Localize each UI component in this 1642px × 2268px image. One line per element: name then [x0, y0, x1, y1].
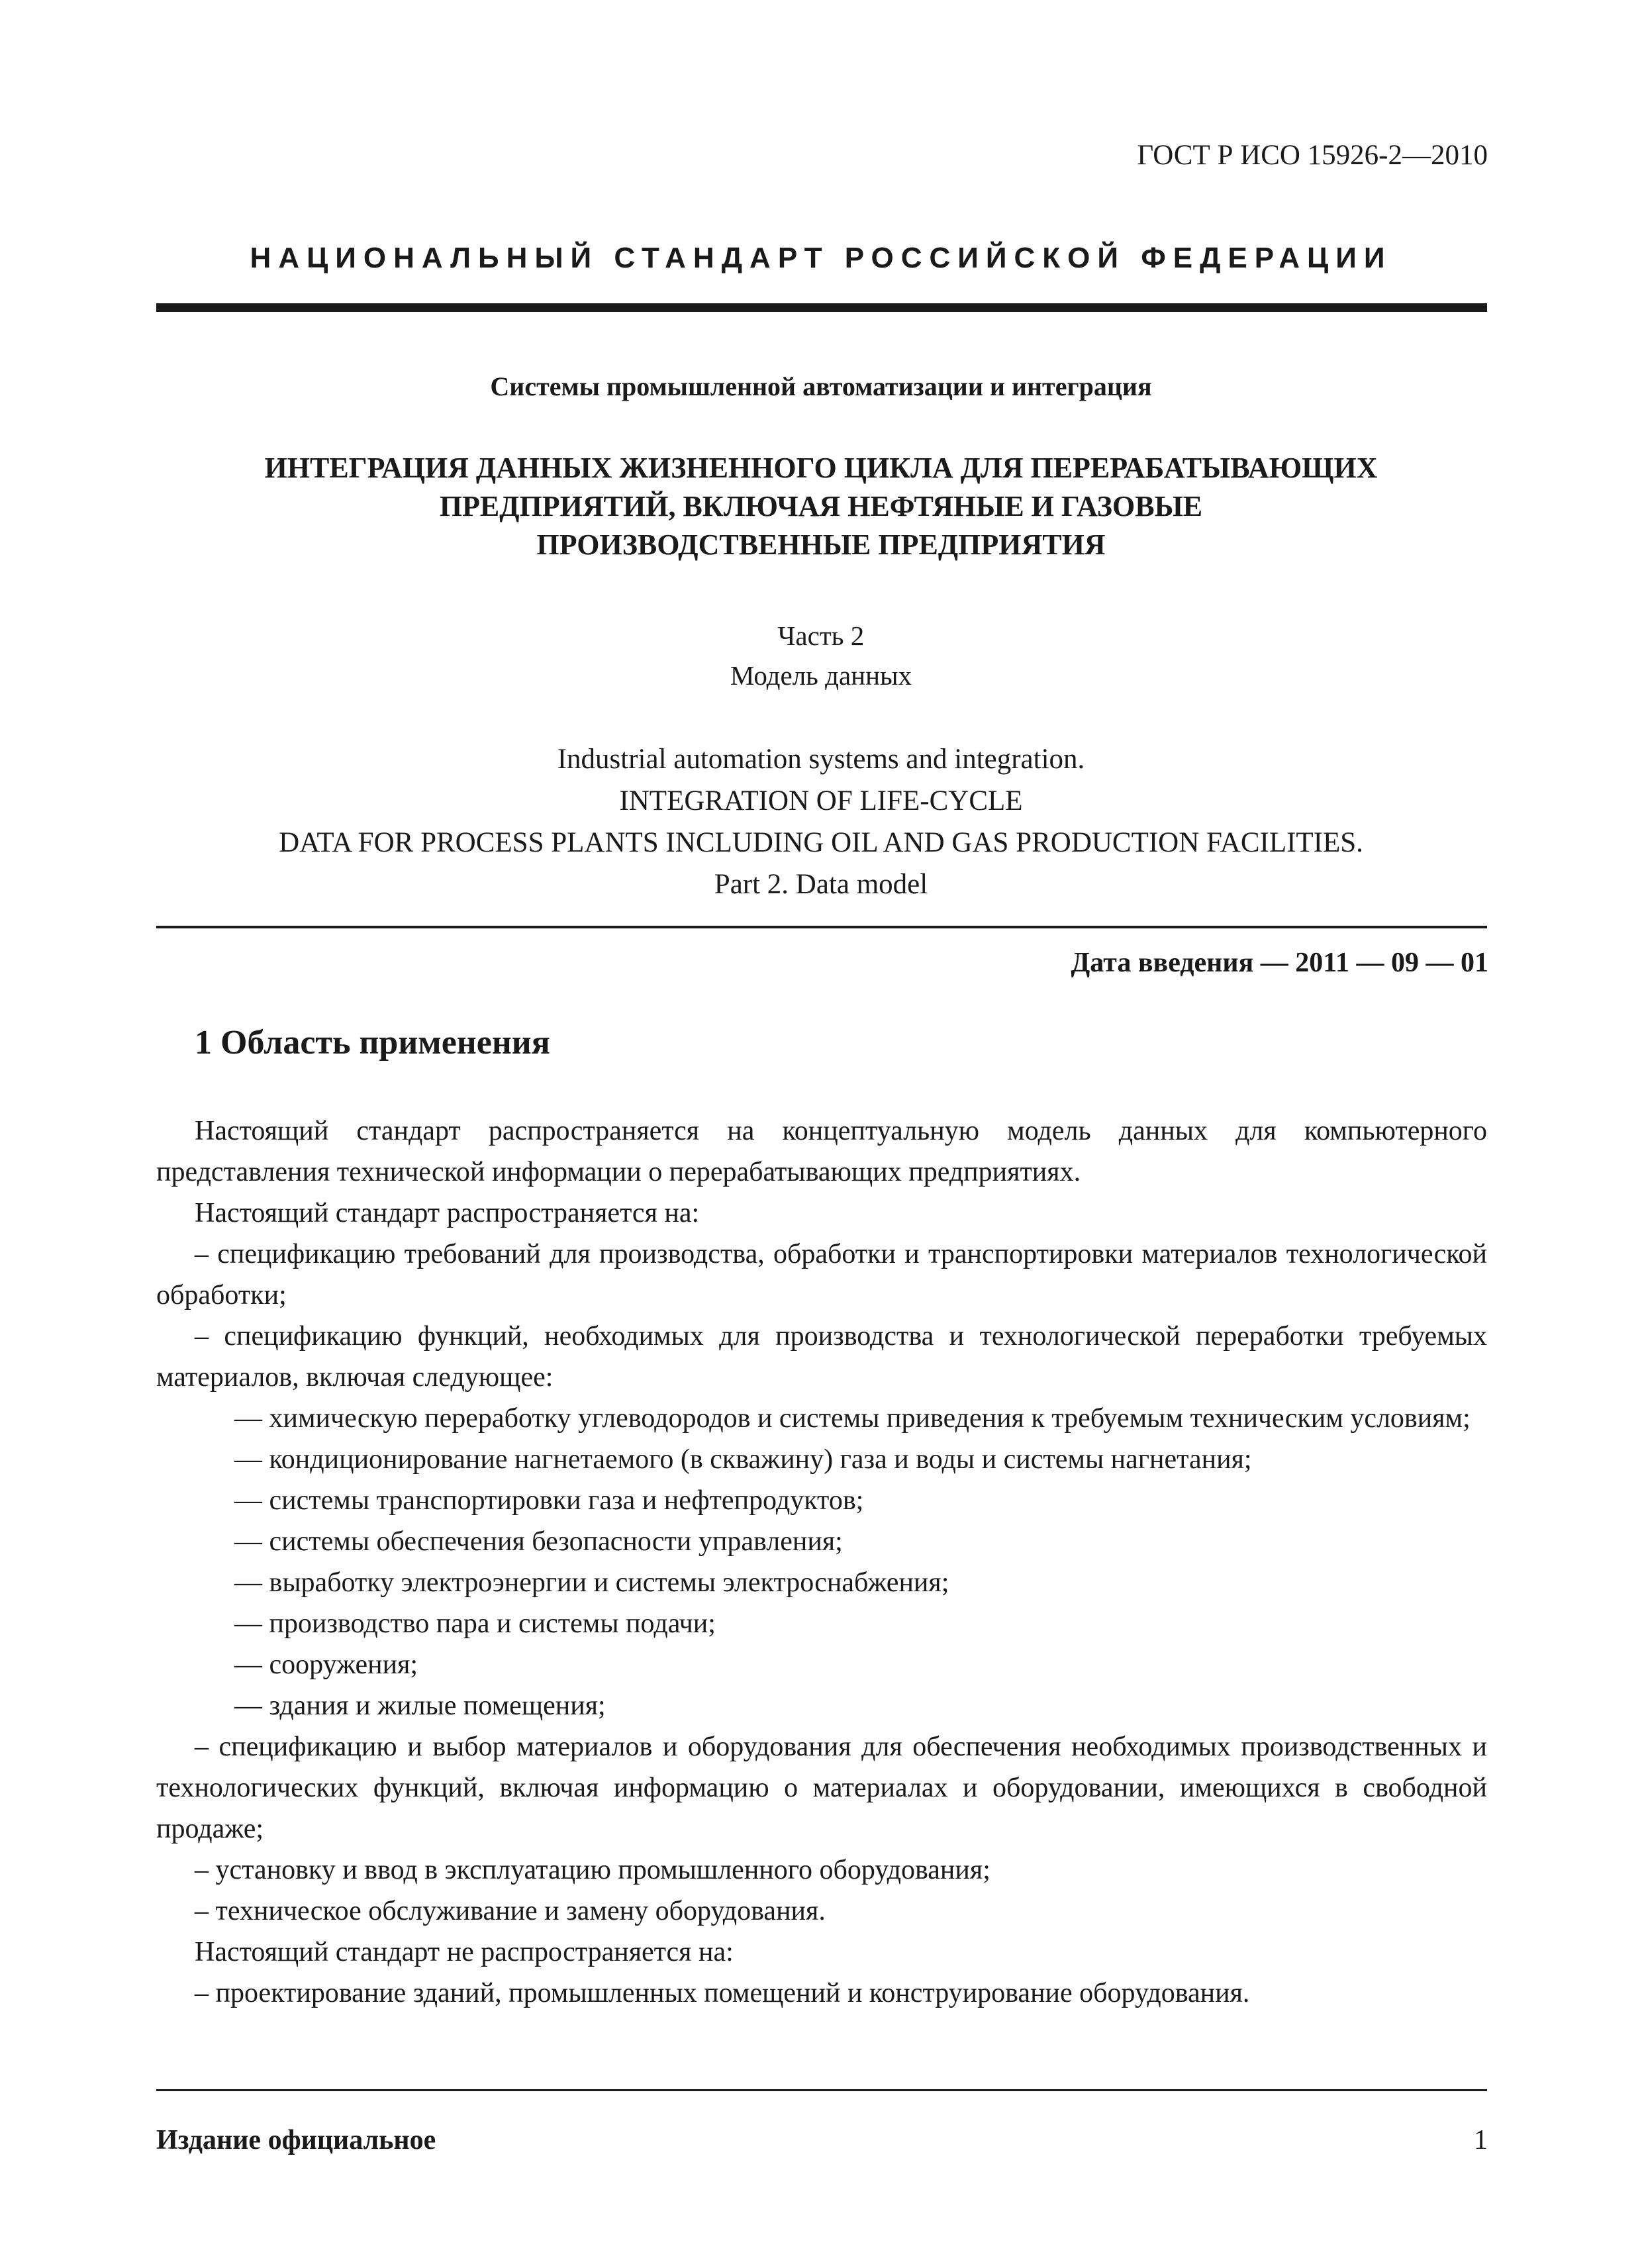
- main-title-line: ПРЕДПРИЯТИЙ, ВКЛЮЧАЯ НЕФТЯНЫЕ И ГАЗОВЫЕ: [439, 490, 1203, 522]
- standard-series: Системы промышленной автоматизации и интеграция: [490, 371, 1152, 401]
- list-item: – спецификацию функций, необходимых для производства и технологической переработки требуемых материалов, включая следующее:: [156, 1321, 1487, 1393]
- list-item: – техническое обслуживание и замену оборудования.: [195, 1896, 826, 1926]
- part-number: Часть 2: [777, 620, 865, 651]
- page-number: 1: [1474, 2125, 1488, 2155]
- list-item: – установку и ввод в эксплуатацию промышленного оборудования;: [195, 1855, 990, 1885]
- edition-label: Издание официальное: [156, 2125, 436, 2155]
- main-title-line: ИНТЕГРАЦИЯ ДАННЫХ ЖИЗНЕННОГО ЦИКЛА ДЛЯ ПЕРЕРАБАТЫВАЮЩИХ: [264, 452, 1378, 484]
- list-item: – проектирование зданий, промышленных помещений и конструирование оборудования.: [195, 1978, 1250, 2008]
- paragraph: Настоящий стандарт распространяется на:: [195, 1198, 700, 1228]
- list-item: – спецификацию и выбор материалов и оборудования для обеспечения необходимых производственных и технологических функций, включая информацию о материалах и оборудовании, имеющихся в свободной продаже;: [156, 1732, 1487, 1844]
- introduction-date: Дата введения — 2011 — 09 — 01: [1071, 948, 1488, 978]
- section-body: [156, 1110, 1487, 2014]
- paragraph: Настоящий стандарт не распространяется на:: [195, 1937, 734, 1967]
- english-title-line: INTEGRATION OF LIFE-CYCLE: [619, 785, 1023, 816]
- english-title-line: DATA FOR PROCESS PLANTS INCLUDING OIL AND GAS PRODUCTION FACILITIES.: [279, 827, 1363, 858]
- paragraph: Настоящий стандарт распространяется на концептуальную модель данных для компьютерного представления технической информации о перерабатывающих предприятиях.: [156, 1116, 1487, 1187]
- header-divider: [156, 303, 1487, 312]
- footer-divider: [156, 2089, 1487, 2091]
- sub-list-item: — химическую переработку углеводородов и системы приведения к требуемым техническим условиям;: [234, 1403, 1471, 1434]
- part-block: [159, 616, 1483, 695]
- document-number: ГОСТ Р ИСО 15926-2—2010: [1137, 140, 1488, 171]
- section-heading: 1 Область применения: [195, 1024, 550, 1061]
- main-title-line: ПРОИЗВОДСТВЕННЫЕ ПРЕДПРИЯТИЯ: [536, 528, 1106, 561]
- title-divider: [156, 926, 1487, 928]
- sub-list-item: — производство пара и системы подачи;: [234, 1608, 716, 1639]
- sub-list-item: — системы обеспечения безопасности управления;: [234, 1526, 843, 1557]
- national-standard-title: НАЦИОНАЛЬНЫЙ СТАНДАРТ РОССИЙСКОЙ ФЕДЕРАЦИИ: [250, 242, 1392, 274]
- english-title-line: Industrial automation systems and integration.: [557, 744, 1085, 775]
- sub-list-item: — сооружения;: [234, 1650, 418, 1680]
- english-title-line: Part 2. Data model: [714, 869, 928, 900]
- sub-list-item: — здания и жилые помещения;: [234, 1691, 606, 1721]
- sub-list-item: — выработку электроэнергии и системы электроснабжения;: [234, 1567, 949, 1598]
- sub-list-item: — системы транспортировки газа и нефтепродуктов;: [234, 1485, 864, 1516]
- list-item: – спецификацию требований для производства, обработки и транспортировки материалов технологической обработки;: [156, 1239, 1487, 1310]
- part-name: Модель данных: [730, 660, 912, 691]
- main-title: [159, 449, 1483, 564]
- english-title: [159, 738, 1483, 905]
- sub-list-item: — кондиционирование нагнетаемого (в скважину) газа и воды и системы нагнетания;: [234, 1444, 1252, 1475]
